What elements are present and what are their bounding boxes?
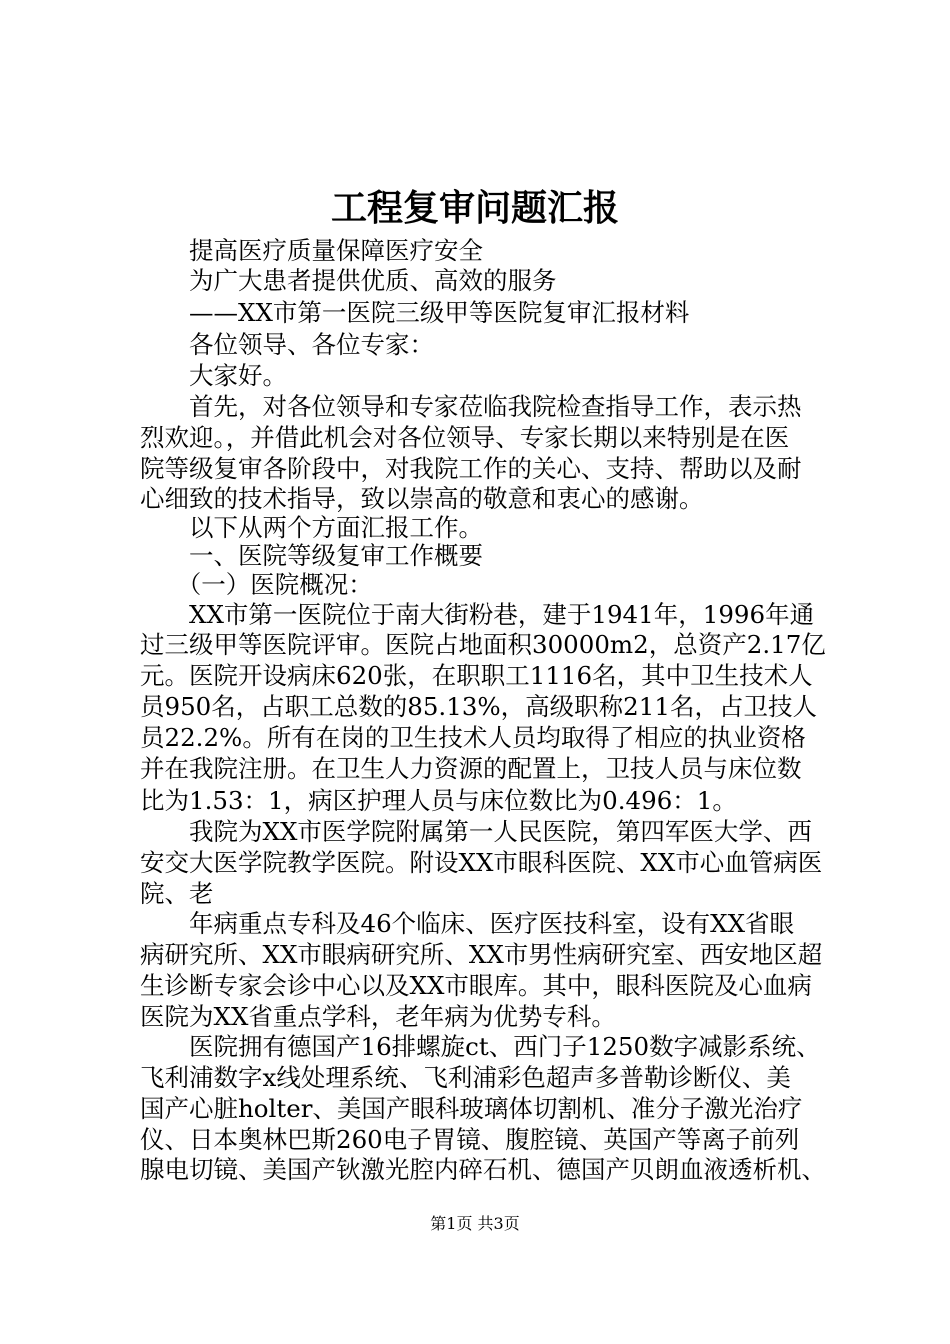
page-title: 工程复审问题汇报 [330,187,619,229]
body-line: 一、医院等级复审工作概要 [140,541,483,570]
body-line: 院等级复审各阶段中，对我院工作的关心、支持、帮助以及耐 [140,454,802,483]
body-line: 病研究所、XX市眼病研究所、XX市男性病研究室、西安地区超 [140,940,823,969]
body-line: 年病重点专科及46个临床、医疗医技科室，设有XX省眼 [140,909,795,938]
body-line: 比为1.53：1，病区护理人员与床位数比为0.496：1。 [140,786,737,815]
body-line: 以下从两个方面汇报工作。 [140,513,483,542]
body-line: 并在我院注册。在卫生人力资源的配置上，卫技人员与床位数 [140,754,802,783]
body-line: 大家好。 [140,361,287,390]
body-line: 医院拥有德国产16排螺旋ct、西门子1250数字减影系统、 [140,1032,821,1061]
body-line: 仪、日本奥林巴斯260电子胃镜、腹腔镜、英国产等离子前列 [140,1125,800,1154]
body-line: 过三级甲等医院评审。医院占地面积30000m2，总资产2.17亿 [140,630,826,659]
page-footer: 第1页 共3页 [430,1214,520,1233]
body-line: 飞利浦数字x线处理系统、飞利浦彩色超声多普勒诊断仪、美 [140,1063,791,1092]
body-line: 腺电切镜、美国产钬激光腔内碎石机、德国产贝朗血液透析机、 [140,1155,826,1184]
body-line: 烈欢迎。，并借此机会对各位领导、专家长期以来特别是在医 [140,423,790,452]
body-line: 首先，对各位领导和专家莅临我院检查指导工作，表示热 [140,392,802,421]
body-line: 为广大患者提供优质、高效的服务 [140,266,557,295]
body-line: 心细致的技术指导，致以崇高的敬意和衷心的感谢。 [140,484,704,513]
body-line: 员22.2%。所有在岗的卫生技术人员均取得了相应的执业资格 [140,723,806,752]
body-line: 元。医院开设病床620张，在职职工1116名，其中卫生技术人 [140,661,813,690]
body-line: ——XX市第一医院三级甲等医院复审汇报材料 [140,298,690,327]
body-line: XX市第一医院位于南大街粉巷，建于1941年，1996年通 [140,600,815,629]
body-line: 国产心脏holter、美国产眼科玻璃体切割机、准分子激光治疗 [140,1094,803,1123]
body-line: 员950名，占职工总数的85.13%，高级职称211名，占卫技人 [140,692,817,721]
body-line: 生诊断专家会诊中心以及XX市眼库。其中，眼科医院及心血病 [140,971,812,1000]
body-line: 各位领导、各位专家： [140,330,434,359]
body-line: 医院为XX省重点学科，老年病为优势专科。 [140,1002,616,1031]
body-line: 提高医疗质量保障医疗安全 [140,236,483,265]
body-line: 安交大医学院教学医院。附设XX市眼科医院、XX市心血管病医 [140,848,823,877]
body-line: 我院为XX市医学院附属第一人民医院，第四军医大学、西 [140,817,812,846]
body-line: （一）医院概况： [140,570,373,599]
body-line: 院、老 [140,879,214,908]
